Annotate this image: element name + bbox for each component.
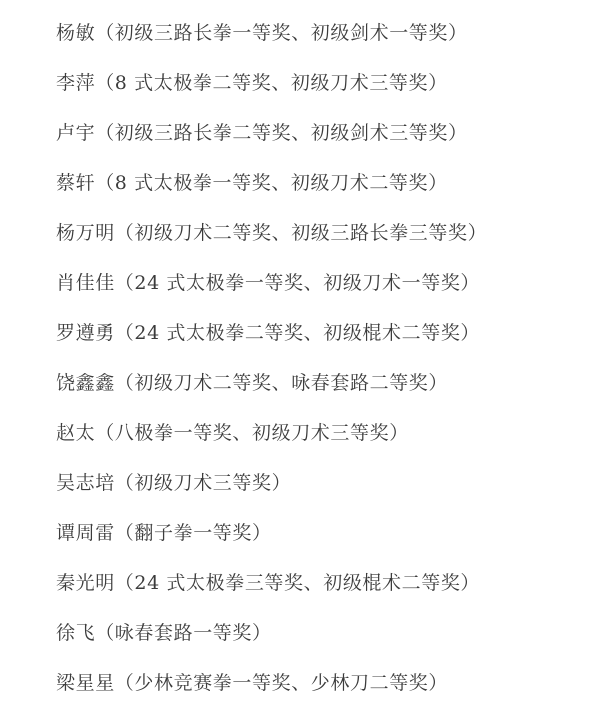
list-item: 赵太（八极拳一等奖、初级刀术三等奖） [56, 422, 409, 444]
list-item: 饶鑫鑫（初级刀术二等奖、咏春套路二等奖） [56, 372, 449, 394]
list-item: 徐飞（咏春套路一等奖） [56, 622, 272, 644]
list-item: 秦光明（24 式太极拳三等奖、初级棍术二等奖） [56, 572, 481, 594]
list-item: 杨敏（初级三路长拳一等奖、初级剑术一等奖） [56, 22, 468, 44]
list-item: 梁星星（少林竞赛拳一等奖、少林刀二等奖） [56, 672, 449, 694]
list-item: 杨万明（初级刀术二等奖、初级三路长拳三等奖） [56, 222, 488, 244]
list-item: 吴志培（初级刀术三等奖） [56, 472, 292, 494]
list-item: 李萍（8 式太极拳二等奖、初级刀术三等奖） [56, 72, 448, 94]
list-item: 卢宇（初级三路长拳二等奖、初级剑术三等奖） [56, 122, 468, 144]
list-item: 肖佳佳（24 式太极拳一等奖、初级刀术一等奖） [56, 272, 481, 294]
list-item: 罗遵勇（24 式太极拳二等奖、初级棍术二等奖） [56, 322, 481, 344]
list-item: 谭周雷（翻子拳一等奖） [56, 522, 272, 544]
list-item: 蔡轩（8 式太极拳一等奖、初级刀术二等奖） [56, 172, 448, 194]
